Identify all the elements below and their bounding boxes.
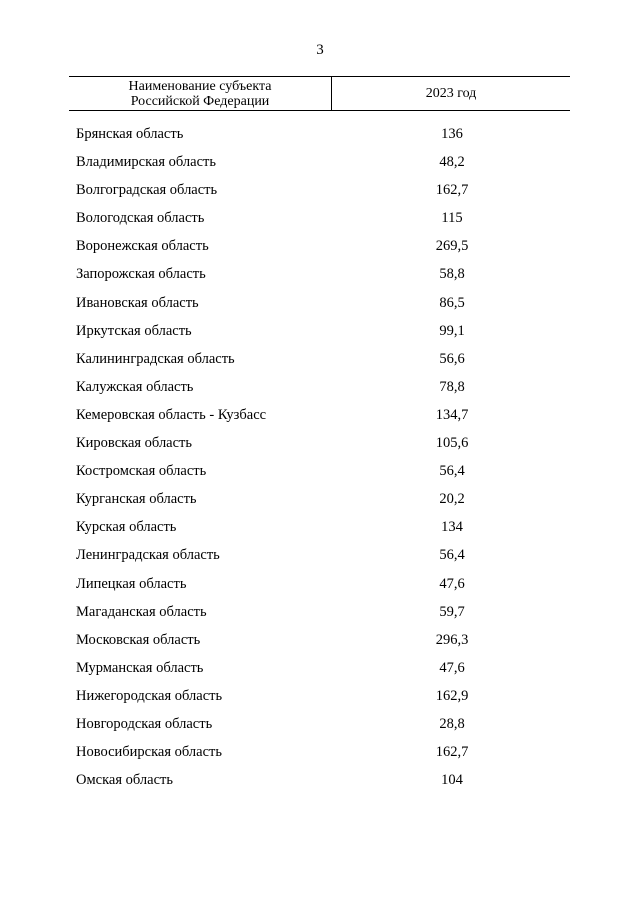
region-value: 48,2 <box>439 154 465 171</box>
table-row <box>0 626 640 654</box>
column-header-region <box>69 77 331 110</box>
region-name: Курская область <box>76 519 177 536</box>
table-row <box>0 710 640 738</box>
region-value: 47,6 <box>439 659 465 676</box>
region-value: 162,9 <box>435 687 469 704</box>
region-name: Магаданская область <box>76 603 207 620</box>
region-name: Брянская область <box>76 126 184 142</box>
column-header-region-line2: Российской Федерации <box>130 93 270 109</box>
region-value: 58,8 <box>439 266 465 283</box>
region-name: Омская область <box>76 772 173 789</box>
table-row <box>0 485 640 513</box>
region-name: Московская область <box>76 631 201 648</box>
table-row <box>0 260 640 288</box>
region-name: Вологодская область <box>76 210 205 227</box>
region-value: 162,7 <box>435 744 469 761</box>
table-row <box>0 204 640 232</box>
region-value: 105,6 <box>435 435 469 452</box>
table-header <box>69 76 570 111</box>
region-name: Волгоградская область <box>76 182 218 199</box>
region-name: Костромская область <box>76 463 207 480</box>
table-row <box>0 176 640 204</box>
region-name: Воронежская область <box>76 238 209 255</box>
region-name: Ленинградская область <box>76 547 220 564</box>
table-row <box>0 654 640 682</box>
region-name: Мурманская область <box>76 659 204 676</box>
region-name: Липецкая область <box>76 575 187 592</box>
region-value: 59,7 <box>439 603 465 620</box>
table-row <box>0 738 640 766</box>
table-row <box>0 570 640 598</box>
table-row <box>0 232 640 260</box>
region-name: Новосибирская область <box>76 744 222 761</box>
region-value: 296,3 <box>435 631 469 648</box>
table-row <box>0 541 640 569</box>
table-row <box>0 148 640 176</box>
region-value: 56,4 <box>439 463 465 480</box>
region-name: Иркутская область <box>76 322 192 339</box>
region-name: Калужская область <box>76 378 194 395</box>
table-row <box>0 513 640 541</box>
table-row <box>0 682 640 710</box>
table-row <box>0 401 640 429</box>
region-name: Ивановская область <box>76 294 199 311</box>
table-row <box>0 120 640 148</box>
table-row <box>0 766 640 794</box>
page-number: 3 <box>316 42 324 58</box>
region-name: Владимирская область <box>76 154 216 171</box>
table-row <box>0 373 640 401</box>
table-row <box>0 457 640 485</box>
region-value: 99,1 <box>439 322 465 339</box>
region-value: 162,7 <box>435 182 469 199</box>
column-header-year: 2023 год <box>425 85 477 101</box>
region-name: Запорожская область <box>76 266 206 283</box>
region-name: Калининградская область <box>76 350 235 367</box>
region-value: 115 <box>441 210 463 227</box>
table-row <box>0 345 640 373</box>
region-value: 78,8 <box>439 378 465 395</box>
table-body <box>0 120 640 794</box>
table-row <box>0 598 640 626</box>
region-value: 47,6 <box>439 575 465 592</box>
table-row <box>0 429 640 457</box>
table-row <box>0 289 640 317</box>
region-name: Кировская область <box>76 435 193 452</box>
table-row <box>0 317 640 345</box>
region-name: Новгородская область <box>76 715 213 732</box>
region-value: 134,7 <box>435 406 469 423</box>
column-header-region-line1: Наименование субъекта <box>128 78 272 94</box>
region-value: 104 <box>441 772 463 789</box>
region-value: 86,5 <box>439 294 465 311</box>
region-name: Нижегородская область <box>76 687 223 704</box>
region-value: 136 <box>441 126 463 142</box>
region-value: 28,8 <box>439 715 465 732</box>
region-name: Курганская область <box>76 491 197 508</box>
region-value: 56,4 <box>439 547 465 564</box>
region-name: Кемеровская область - Кузбасс <box>76 406 267 423</box>
region-value: 56,6 <box>439 350 465 367</box>
region-value: 20,2 <box>439 491 465 508</box>
region-value: 134 <box>441 519 463 536</box>
region-value: 269,5 <box>435 238 469 255</box>
